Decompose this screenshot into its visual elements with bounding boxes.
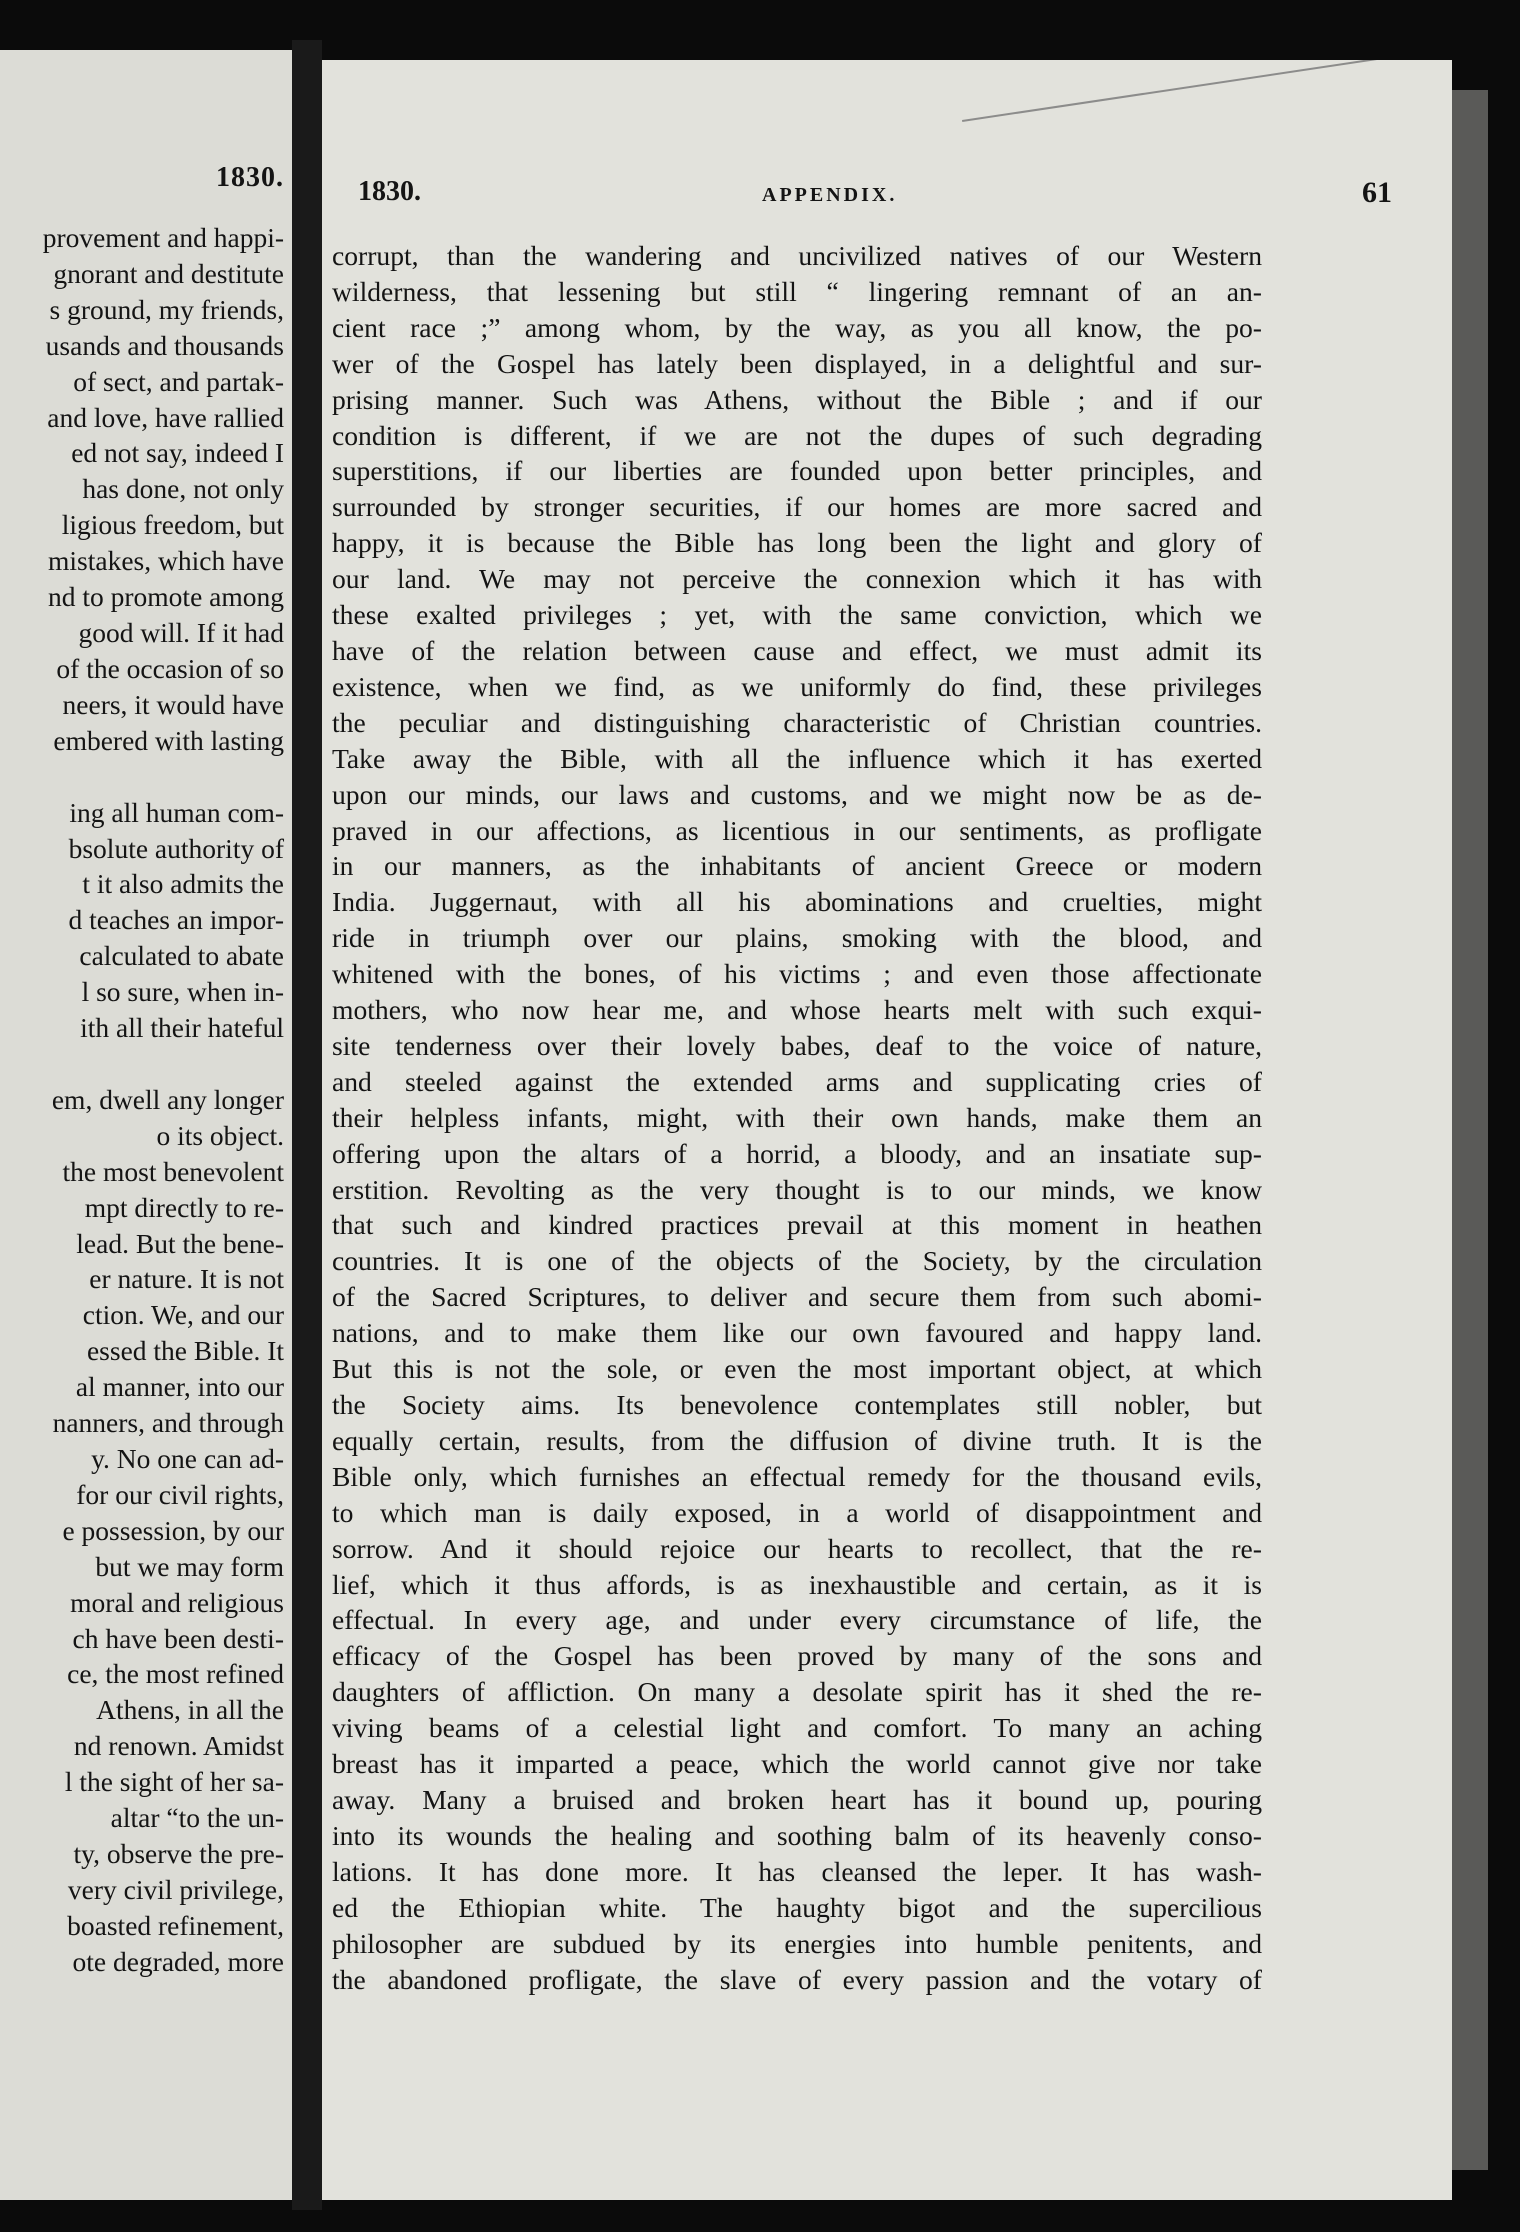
body-line: surrounded by stronger securities, if our homes are more sacred and	[332, 491, 1262, 523]
left-page-line: l the sight of her sa-	[64, 1766, 284, 1798]
left-page-line: ce, the most refined	[67, 1658, 284, 1690]
body-line: philosopher are subdued by its energies into humble penitents, and	[332, 1927, 1262, 1959]
left-page-line: ction. We, and our	[82, 1299, 284, 1331]
left-page-line: er nature. It is not	[89, 1263, 284, 1295]
left-page	[0, 50, 292, 2200]
body-line: condition is different, if we are not the dupes of such degrading	[332, 419, 1262, 451]
body-line: the peculiar and distinguishing characteristic of Christian countries.	[332, 706, 1262, 738]
running-year: 1830.	[358, 176, 421, 207]
body-line: sorrow. And it should rejoice our hearts to recollect, that the re-	[332, 1532, 1262, 1564]
left-page-line: s ground, my friends,	[49, 293, 284, 325]
left-page-line: calculated to abate	[79, 940, 284, 972]
left-page-line: ch have been desti-	[72, 1622, 284, 1654]
left-page-line: embered with lasting	[53, 724, 284, 756]
body-line: breast has it imparted a peace, which the world cannot give nor take	[332, 1748, 1262, 1780]
body-line: in our manners, as the inhabitants of ancient Greece or modern	[332, 850, 1262, 882]
left-page-line: mpt directly to re-	[84, 1191, 284, 1223]
body-line: the Society aims. Its benevolence contemplates still nobler, but	[332, 1389, 1262, 1420]
body-line: countries. It is one of the objects of the Society, by the circulation	[332, 1245, 1262, 1277]
body-line: upon our minds, our laws and customs, and we might now be as de-	[332, 778, 1262, 810]
body-line: viving beams of a celestial light and comfort. To many an aching	[332, 1712, 1262, 1744]
left-page-line: the most benevolent	[62, 1155, 284, 1187]
left-page-line: l so sure, when in-	[81, 976, 284, 1008]
left-page-line: essed the Bible. It	[86, 1335, 284, 1367]
left-page-line: nd to promote among	[47, 581, 284, 613]
body-line: happy, it is because the Bible has long been the light and glory of	[332, 527, 1262, 559]
body-line: to which man is daily exposed, in a world of disappointment and	[332, 1496, 1262, 1528]
left-page-line: very civil privilege,	[67, 1873, 284, 1905]
body-line: efficacy of the Gospel has been proved by many of the sons and	[332, 1640, 1262, 1672]
body-line: mothers, who now hear me, and whose hearts melt with such exqui-	[332, 994, 1262, 1026]
left-page-line: em, dwell any longer	[51, 1083, 284, 1115]
left-page-text	[0, 220, 284, 1980]
left-page-line: ith all their hateful	[80, 1012, 284, 1044]
body-line: daughters of affliction. On many a desolate spirit has it shed the re-	[332, 1676, 1262, 1708]
body-line: into its wounds the healing and soothing balm of its heavenly conso-	[332, 1819, 1262, 1851]
body-line: erstition. Revolting as the very thought is to our minds, we know	[332, 1173, 1262, 1205]
left-page-line: nd renown. Amidst	[73, 1730, 284, 1762]
left-page-line: altar “to the un-	[110, 1802, 284, 1834]
body-line: wilderness, that lessening but still “ lingering remnant of an an-	[332, 275, 1262, 307]
left-page-line: boasted refinement,	[67, 1909, 284, 1941]
body-line: lations. It has done more. It has cleansed the leper. It has wash-	[332, 1855, 1262, 1887]
left-page-line: nanners, and through	[52, 1407, 284, 1439]
body-line: whitened with the bones, of his victims ; and even those affectionate	[332, 958, 1262, 990]
body-line: have of the relation between cause and effect, we must admit its	[332, 634, 1262, 666]
left-page-line: d teaches an impor-	[68, 904, 284, 936]
body-line: their helpless infants, might, with their own hands, make them an	[332, 1101, 1262, 1133]
body-line: But this is not the sole, or even the most important object, at which	[332, 1353, 1262, 1385]
body-line: effectual. In every age, and under every circumstance of life, the	[332, 1604, 1262, 1636]
left-page-line: neers, it would have	[62, 688, 284, 720]
left-page-line: of sect, and partak-	[73, 365, 284, 397]
left-page-line: t it also admits the	[82, 868, 284, 900]
left-page-line: ed not say, indeed I	[71, 437, 284, 469]
body-line: praved in our affections, as licentious in our sentiments, as profligate	[332, 814, 1262, 846]
left-page-line: and love, have rallied	[47, 401, 284, 433]
left-page-line: good will. If it had	[78, 616, 284, 648]
left-page-line: mistakes, which have	[48, 545, 284, 577]
page-number: 61	[1362, 176, 1392, 209]
body-line: of the Sacred Scriptures, to deliver and secure them from such abomi-	[332, 1281, 1262, 1313]
left-page-line: ligious freedom, but	[61, 509, 284, 541]
body-line: prising manner. Such was Athens, without the Bible ; and if our	[332, 383, 1262, 415]
body-text	[332, 238, 1262, 1997]
body-line: cient race ;” among whom, by the way, as you all know, the po-	[332, 311, 1262, 343]
body-line: superstitions, if our liberties are founded upon better principles, and	[332, 455, 1262, 487]
running-title: APPENDIX.	[762, 184, 898, 206]
body-line: away. Many a bruised and broken heart has it bound up, pouring	[332, 1783, 1262, 1815]
page-edge	[1452, 90, 1488, 2170]
left-page-line: Athens, in all the	[96, 1694, 284, 1726]
body-line: ed the Ethiopian white. The haughty bigot and the supercilious	[332, 1891, 1262, 1923]
body-line: lief, which it thus affords, is as inexhaustible and certain, as it is	[332, 1568, 1262, 1600]
left-page-line: usands and thousands	[45, 329, 284, 361]
body-line: site tenderness over their lovely babes, deaf to the voice of nature,	[332, 1029, 1262, 1061]
body-line: existence, when we find, as we uniformly do find, these privileges	[332, 670, 1262, 702]
left-page-line: e possession, by our	[62, 1514, 284, 1546]
left-page-line	[0, 1046, 284, 1082]
left-page-header: 1830.	[216, 162, 284, 193]
left-page-line: but we may form	[95, 1550, 284, 1582]
left-page-line: provement and happi-	[42, 222, 284, 253]
left-page-line: bsolute authority of	[68, 832, 284, 864]
body-line: the abandoned profligate, the slave of every passion and the votary of	[332, 1963, 1262, 1995]
left-page-line: has done, not only	[82, 473, 284, 505]
body-line: corrupt, than the wandering and uncivilized natives of our Western	[332, 240, 1262, 271]
left-page-line: o its object.	[156, 1119, 284, 1151]
left-page-line: y. No one can ad-	[91, 1443, 284, 1474]
pencil-mark	[962, 60, 1452, 122]
left-page-line	[0, 759, 284, 795]
body-line: nations, and to make them like our own favoured and happy land.	[332, 1317, 1262, 1349]
left-page-line: ing all human com-	[69, 796, 284, 828]
body-line: offering upon the altars of a horrid, a bloody, and an insatiate sup-	[332, 1137, 1262, 1169]
body-line: equally certain, results, from the diffusion of divine truth. It is the	[332, 1424, 1262, 1456]
body-line: that such and kindred practices prevail at this moment in heathen	[332, 1209, 1262, 1241]
left-page-line: for our civil rights,	[76, 1478, 284, 1510]
left-page-line: gnorant and destitute	[53, 257, 284, 289]
body-line: India. Juggernaut, with all his abominations and cruelties, might	[332, 886, 1262, 918]
left-page-line: lead. But the bene-	[76, 1227, 284, 1259]
left-page-line: of the occasion of so	[56, 652, 284, 684]
body-line: our land. We may not perceive the connexion which it has with	[332, 563, 1262, 595]
left-page-line: moral and religious	[70, 1586, 284, 1618]
body-line: these exalted privileges ; yet, with the same conviction, which we	[332, 599, 1262, 631]
book-gutter	[292, 40, 322, 2210]
body-line: and steeled against the extended arms and supplicating cries of	[332, 1065, 1262, 1097]
body-line: ride in triumph over our plains, smoking with the blood, and	[332, 922, 1262, 954]
left-page-line: al manner, into our	[75, 1371, 284, 1403]
left-page-line: ote degraded, more	[72, 1945, 284, 1977]
left-page-line: ty, observe the pre-	[73, 1837, 284, 1869]
running-header	[342, 176, 1432, 216]
right-page	[322, 60, 1452, 2200]
body-line: Bible only, which furnishes an effectual remedy for the thousand evils,	[332, 1460, 1262, 1492]
body-line: wer of the Gospel has lately been displayed, in a delightful and sur-	[332, 347, 1262, 379]
body-line: Take away the Bible, with all the influence which it has exerted	[332, 742, 1262, 774]
